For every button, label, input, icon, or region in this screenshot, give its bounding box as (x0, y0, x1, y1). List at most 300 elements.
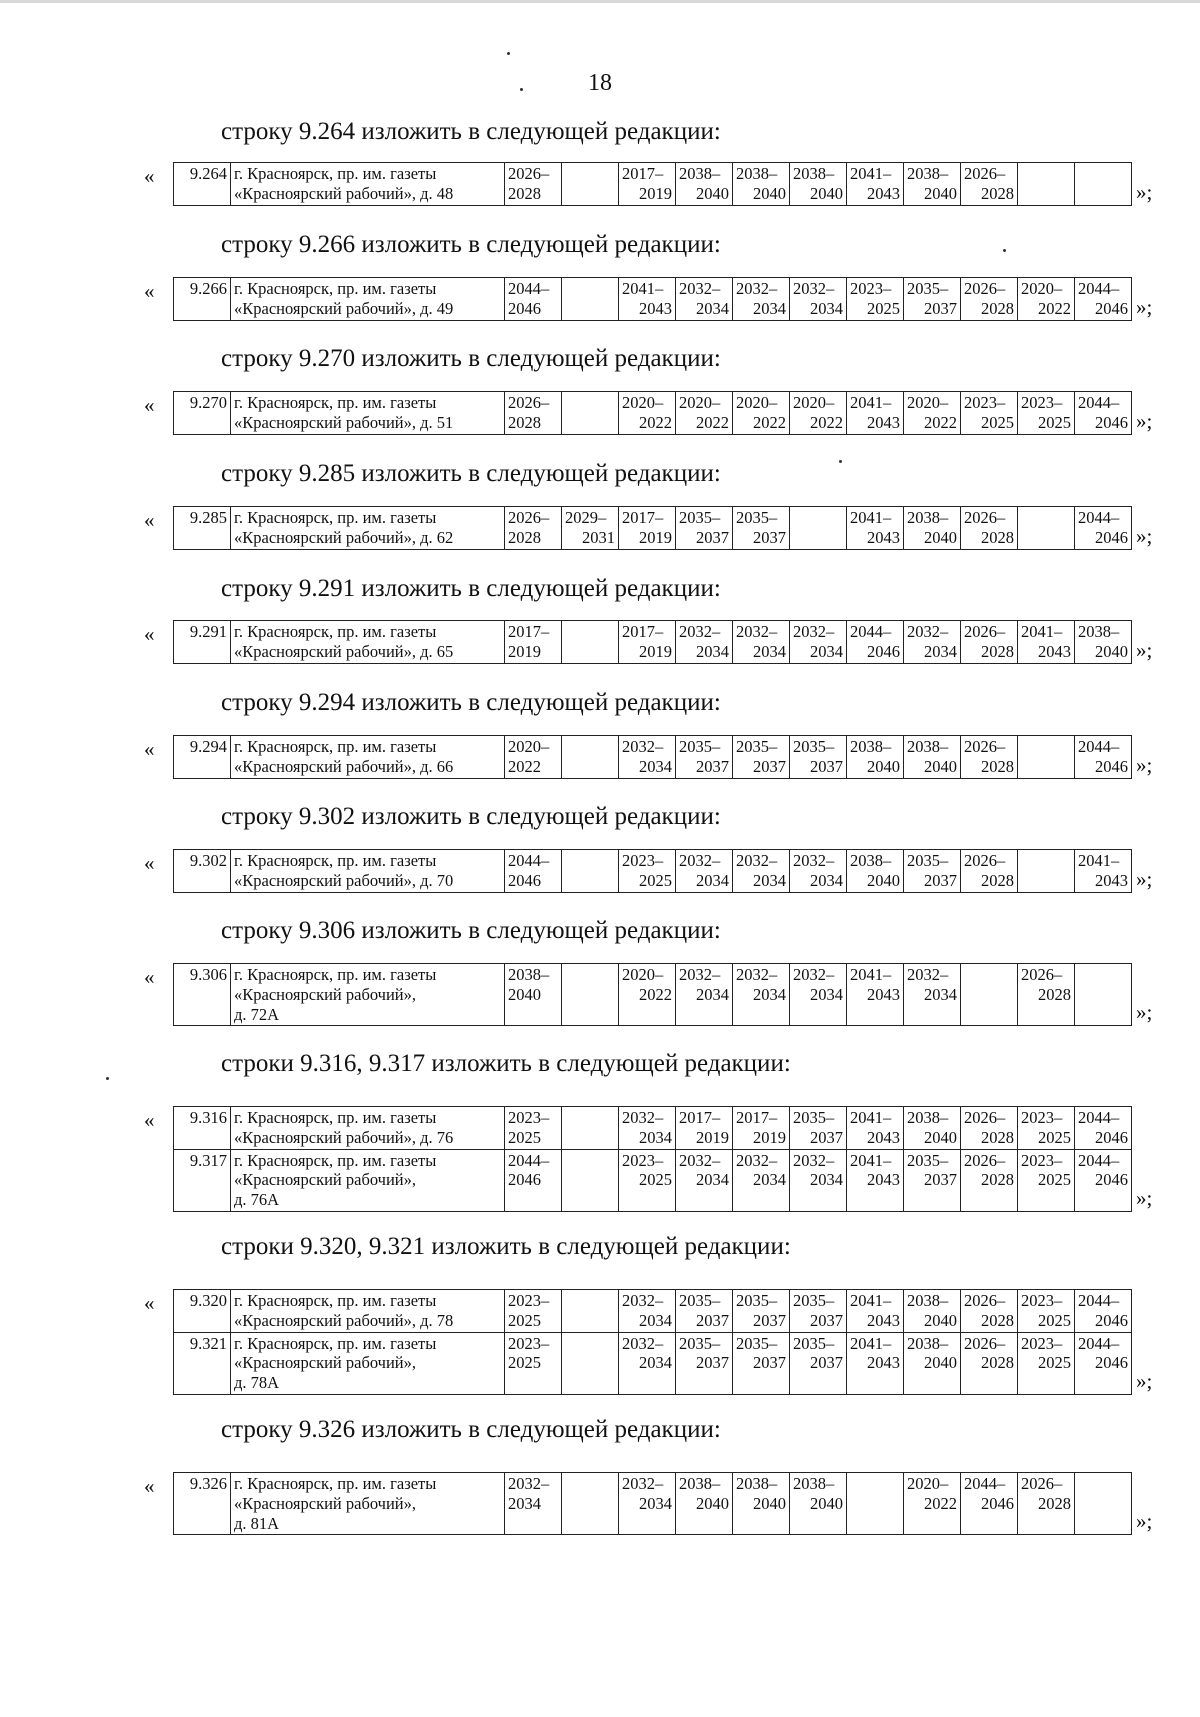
period-cell (676, 278, 733, 321)
period-text: 2037 (810, 1127, 843, 1147)
address-cell (231, 1473, 505, 1535)
address-cell (231, 507, 505, 550)
address-line: «Красноярский рабочий», (234, 1493, 417, 1513)
period-cell (1018, 1149, 1075, 1211)
amendment-table (173, 620, 1181, 664)
period-cell (790, 392, 847, 435)
period-text: 2046 (1095, 527, 1128, 547)
period-text: 2038– (793, 164, 835, 183)
period-cell (1075, 507, 1132, 550)
period-cell (562, 621, 619, 664)
period-cell (676, 621, 733, 664)
address-line: «Красноярский рабочий», д. 48 (234, 183, 454, 203)
period-cell (961, 278, 1018, 321)
period-cell (961, 1107, 1018, 1150)
scan-speck (520, 88, 523, 91)
period-text: 2023– (1021, 1150, 1063, 1170)
period-text: 2034 (696, 1170, 729, 1190)
period-text: 2026– (964, 737, 1006, 756)
period-text: 2032– (622, 1333, 664, 1353)
period-text: 2026– (508, 508, 550, 527)
period-cell (1075, 1290, 1132, 1333)
period-cell (1075, 392, 1132, 435)
period-text: 2017– (622, 622, 664, 641)
period-text: 2025 (508, 1310, 541, 1330)
period-cell (904, 1332, 961, 1394)
period-text: 2020– (736, 393, 778, 412)
period-cell (1018, 392, 1075, 435)
period-text: 2026– (964, 508, 1006, 527)
period-text: 2032– (679, 1150, 721, 1170)
row-number: 9.320 (174, 1290, 231, 1333)
period-cell (904, 964, 961, 1026)
row-number: 9.266 (174, 278, 231, 321)
period-text: 2028 (981, 1310, 1014, 1330)
period-cell (1075, 1107, 1132, 1150)
period-text: 2023– (1021, 393, 1063, 412)
period-text: 2037 (924, 298, 957, 318)
period-text: 2040 (924, 756, 957, 776)
row-number: 9.316 (174, 1107, 231, 1150)
period-text: 2026– (1021, 1474, 1063, 1493)
address-cell (231, 1290, 505, 1333)
period-cell (847, 1473, 904, 1535)
period-text: 2020– (508, 737, 550, 756)
period-text: 2041– (850, 393, 892, 412)
period-text: 2038– (679, 164, 721, 183)
period-text: 2041– (1078, 851, 1120, 870)
period-text: 2017– (622, 164, 664, 183)
period-cell (904, 621, 961, 664)
period-text: 2035– (736, 1291, 778, 1310)
amendment-table (173, 735, 1181, 779)
period-cell (619, 1473, 676, 1535)
address-line: г. Красноярск, пр. им. газеты (234, 508, 437, 527)
opening-quote: « (144, 737, 155, 761)
amendment-heading: строку 9.294 изложить в следующей редакции: (221, 689, 721, 716)
period-cell (790, 1107, 847, 1150)
period-text: 2041– (850, 1108, 892, 1127)
period-text: 2038– (736, 1474, 778, 1493)
period-text: 2044– (850, 622, 892, 641)
period-text: 2035– (679, 1333, 721, 1353)
period-text: 2017– (622, 508, 664, 527)
closing-quote: »; (1136, 294, 1153, 319)
period-text: 2043 (867, 183, 900, 203)
period-text: 2043 (1095, 870, 1128, 890)
period-text: 2026– (1021, 965, 1063, 984)
table-row (174, 621, 1181, 664)
period-text: 2037 (753, 756, 786, 776)
period-cell (505, 736, 562, 779)
opening-quote: « (144, 965, 155, 989)
period-cell (904, 850, 961, 893)
opening-quote: « (144, 622, 155, 646)
period-text: 2020– (679, 393, 721, 412)
period-text: 2025 (981, 412, 1014, 432)
period-cell (676, 507, 733, 550)
address-cell (231, 392, 505, 435)
address-line: д. 81А (234, 1513, 280, 1533)
amendment-table (173, 162, 1181, 206)
period-cell (790, 1473, 847, 1535)
closing-quote: »; (1136, 752, 1153, 777)
page-number: 18 (588, 70, 612, 96)
period-cell (1018, 1473, 1075, 1535)
period-text: 2034 (639, 1353, 672, 1373)
period-cell (619, 1290, 676, 1333)
period-text: 2041– (850, 1333, 892, 1353)
period-text: 2020– (907, 393, 949, 412)
amendment-table (173, 1289, 1181, 1395)
period-text: 2041– (1021, 622, 1063, 641)
period-cell (961, 736, 1018, 779)
period-cell (847, 163, 904, 206)
period-text: 2046 (1095, 756, 1128, 776)
address-line: «Красноярский рабочий», (234, 1170, 417, 1190)
table-row (174, 278, 1181, 321)
period-text: 2034 (753, 870, 786, 890)
period-cell (562, 1473, 619, 1535)
period-cell (733, 1290, 790, 1333)
address-line: д. 78А (234, 1373, 280, 1393)
period-cell (733, 278, 790, 321)
address-cell (231, 850, 505, 893)
period-cell (676, 736, 733, 779)
period-text: 2040 (867, 756, 900, 776)
period-cell (961, 507, 1018, 550)
period-cell (1075, 621, 1132, 664)
period-cell (676, 1473, 733, 1535)
period-text: 2026– (964, 622, 1006, 641)
period-text: 2046 (1095, 1310, 1128, 1330)
period-cell (733, 964, 790, 1026)
amendment-heading: строку 9.326 изложить в следующей редакции: (221, 1416, 721, 1443)
period-text: 2034 (639, 1493, 672, 1513)
period-text: 2035– (679, 737, 721, 756)
period-text: 2026– (964, 164, 1006, 183)
period-cell (562, 850, 619, 893)
closing-quote: »; (1136, 408, 1153, 433)
period-text: 2032– (622, 1291, 664, 1310)
address-line: г. Красноярск, пр. им. газеты (234, 1333, 437, 1353)
period-text: 2040 (508, 984, 541, 1004)
period-cell (790, 278, 847, 321)
period-text: 2035– (793, 737, 835, 756)
period-cell (904, 1290, 961, 1333)
period-text: 2028 (508, 183, 541, 203)
address-line: «Красноярский рабочий», д. 51 (234, 412, 454, 432)
period-cell (733, 850, 790, 893)
period-cell (904, 278, 961, 321)
period-cell (790, 1290, 847, 1333)
period-text: 2040 (924, 1353, 957, 1373)
period-text: 2040 (924, 1310, 957, 1330)
period-cell (1075, 278, 1132, 321)
period-text: 2037 (696, 1353, 729, 1373)
period-text: 2017– (679, 1108, 721, 1127)
table-row (174, 1149, 1181, 1211)
period-text: 2028 (981, 527, 1014, 547)
period-cell (619, 964, 676, 1026)
period-text: 2035– (907, 1150, 949, 1170)
period-cell (961, 163, 1018, 206)
period-cell (619, 736, 676, 779)
address-line: г. Красноярск, пр. им. газеты (234, 622, 437, 641)
period-text: 2044– (1078, 1333, 1120, 1353)
row-number: 9.306 (174, 964, 231, 1026)
closing-quote: »; (1136, 1000, 1153, 1025)
period-text: 2022 (753, 412, 786, 432)
amendment-heading: строку 9.291 изложить в следующей редакции: (221, 575, 721, 602)
period-text: 2038– (508, 965, 550, 984)
period-text: 2028 (1038, 984, 1071, 1004)
period-text: 2019 (696, 1127, 729, 1147)
period-text: 2043 (1038, 641, 1071, 661)
period-cell (505, 1149, 562, 1211)
period-cell (676, 964, 733, 1026)
period-cell (1018, 621, 1075, 664)
scan-speck (1003, 249, 1006, 252)
address-line: «Красноярский рабочий», д. 62 (234, 527, 454, 547)
row-number: 9.291 (174, 621, 231, 664)
period-text: 2026– (964, 1291, 1006, 1310)
period-text: 2034 (753, 984, 786, 1004)
period-cell (790, 621, 847, 664)
period-text: 2028 (981, 756, 1014, 776)
period-cell (847, 736, 904, 779)
period-text: 2032– (793, 279, 835, 298)
period-cell (562, 1290, 619, 1333)
period-text: 2026– (508, 164, 550, 183)
period-cell (733, 392, 790, 435)
period-text: 2041– (850, 1291, 892, 1310)
period-text: 2028 (981, 1353, 1014, 1373)
period-text: 2038– (907, 1108, 949, 1127)
period-text: 2034 (810, 1170, 843, 1190)
amendment-heading: строку 9.266 изложить в следующей редакции: (221, 231, 721, 258)
period-text: 2046 (1095, 1353, 1128, 1373)
period-cell (733, 1332, 790, 1394)
period-text: 2044– (1078, 1150, 1120, 1170)
period-text: 2020– (622, 965, 664, 984)
period-text: 2034 (924, 641, 957, 661)
period-cell (904, 392, 961, 435)
period-cell (1018, 736, 1075, 779)
period-cell (1018, 1290, 1075, 1333)
period-text: 2035– (793, 1291, 835, 1310)
period-text: 2032– (736, 1150, 778, 1170)
period-text: 2034 (696, 298, 729, 318)
period-text: 2037 (753, 1353, 786, 1373)
period-text: 2038– (850, 737, 892, 756)
period-text: 2040 (810, 183, 843, 203)
period-text: 2032– (793, 1150, 835, 1170)
period-cell (1075, 163, 1132, 206)
period-cell (1018, 1332, 1075, 1394)
table-row (174, 1290, 1181, 1333)
period-text: 2031 (582, 527, 615, 547)
period-text: 2034 (696, 984, 729, 1004)
period-text: 2046 (508, 1170, 541, 1190)
period-cell (562, 392, 619, 435)
period-cell (1075, 736, 1132, 779)
period-text: 2046 (508, 298, 541, 318)
period-text: 2032– (793, 622, 835, 641)
period-text: 2038– (1078, 622, 1120, 641)
period-cell (904, 736, 961, 779)
period-cell (619, 1107, 676, 1150)
period-text: 2041– (850, 164, 892, 183)
period-text: 2038– (907, 737, 949, 756)
period-text: 2029– (565, 508, 607, 527)
period-text: 2035– (679, 508, 721, 527)
period-text: 2041– (622, 279, 664, 298)
row-number: 9.321 (174, 1332, 231, 1394)
period-text: 2040 (867, 870, 900, 890)
address-line: г. Красноярск, пр. им. газеты (234, 164, 437, 183)
period-text: 2022 (924, 412, 957, 432)
period-cell (676, 163, 733, 206)
period-cell (847, 507, 904, 550)
address-line: «Красноярский рабочий», (234, 984, 417, 1004)
period-text: 2043 (867, 527, 900, 547)
period-text: 2022 (810, 412, 843, 432)
period-text: 2025 (1038, 1310, 1071, 1330)
period-text: 2034 (810, 870, 843, 890)
period-cell (505, 1107, 562, 1150)
period-cell (847, 278, 904, 321)
period-cell (904, 1149, 961, 1211)
period-text: 2022 (639, 412, 672, 432)
period-text: 2028 (981, 1127, 1014, 1147)
period-cell (1075, 1149, 1132, 1211)
amendment-table (173, 506, 1181, 550)
table-row (174, 1107, 1181, 1150)
period-cell (904, 1107, 961, 1150)
period-text: 2023– (964, 393, 1006, 412)
address-cell (231, 621, 505, 664)
period-cell (790, 736, 847, 779)
period-text: 2046 (1095, 1127, 1128, 1147)
period-text: 2037 (924, 870, 957, 890)
period-cell (1075, 850, 1132, 893)
period-text: 2046 (1095, 412, 1128, 432)
row-number: 9.317 (174, 1149, 231, 1211)
period-cell (619, 850, 676, 893)
period-cell (961, 1473, 1018, 1535)
period-text: 2032– (622, 1474, 664, 1493)
period-cell (505, 1290, 562, 1333)
period-text: 2026– (964, 279, 1006, 298)
address-line: «Красноярский рабочий», д. 66 (234, 756, 454, 776)
period-text: 2040 (924, 183, 957, 203)
period-cell (619, 278, 676, 321)
period-text: 2041– (850, 1150, 892, 1170)
period-text: 2046 (981, 1493, 1014, 1513)
period-text: 2043 (867, 1310, 900, 1330)
opening-quote: « (144, 1108, 155, 1132)
period-cell (1018, 507, 1075, 550)
period-text: 2040 (753, 1493, 786, 1513)
address-line: «Красноярский рабочий», д. 65 (234, 641, 454, 661)
period-cell (904, 1473, 961, 1535)
period-cell (961, 1332, 1018, 1394)
period-text: 2034 (810, 984, 843, 1004)
table-row (174, 850, 1181, 893)
address-line: «Красноярский рабочий», д. 78 (234, 1310, 454, 1330)
period-cell (505, 1332, 562, 1394)
period-text: 2035– (679, 1291, 721, 1310)
period-text: 2046 (1095, 298, 1128, 318)
period-text: 2035– (907, 279, 949, 298)
period-text: 2035– (736, 737, 778, 756)
period-text: 2020– (793, 393, 835, 412)
period-text: 2038– (793, 1474, 835, 1493)
opening-quote: « (144, 508, 155, 532)
period-cell (505, 850, 562, 893)
address-cell (231, 1332, 505, 1394)
amendment-table (173, 391, 1181, 435)
period-cell (1018, 1107, 1075, 1150)
period-text: 2043 (867, 1170, 900, 1190)
period-text: 2044– (1078, 393, 1120, 412)
address-cell (231, 1107, 505, 1150)
row-number: 9.270 (174, 392, 231, 435)
period-cell (562, 964, 619, 1026)
period-text: 2034 (753, 1170, 786, 1190)
period-text: 2038– (907, 164, 949, 183)
period-cell (847, 392, 904, 435)
period-text: 2022 (1038, 298, 1071, 318)
period-text: 2028 (981, 870, 1014, 890)
row-number: 9.285 (174, 507, 231, 550)
amendment-heading: строки 9.316, 9.317 изложить в следующей редакции: (221, 1050, 791, 1077)
period-cell (676, 1149, 733, 1211)
period-text: 2028 (1038, 1493, 1071, 1513)
period-text: 2023– (622, 851, 664, 870)
period-text: 2026– (964, 1108, 1006, 1127)
period-cell (904, 163, 961, 206)
address-cell (231, 736, 505, 779)
period-cell (733, 507, 790, 550)
period-cell (1018, 850, 1075, 893)
period-text: 2032– (736, 279, 778, 298)
period-text: 2035– (793, 1108, 835, 1127)
period-cell (562, 736, 619, 779)
period-cell (847, 850, 904, 893)
period-text: 2044– (508, 279, 550, 298)
period-cell (904, 507, 961, 550)
period-cell (961, 621, 1018, 664)
amendment-heading: строку 9.264 изложить в следующей редакции: (221, 118, 721, 145)
period-text: 2034 (753, 298, 786, 318)
period-cell (847, 964, 904, 1026)
period-cell (733, 1473, 790, 1535)
period-cell (505, 392, 562, 435)
scan-speck (106, 1077, 109, 1080)
period-text: 2023– (508, 1333, 550, 1353)
period-text: 2037 (810, 1353, 843, 1373)
period-text: 2044– (508, 851, 550, 870)
scan-speck (507, 52, 510, 55)
period-text: 2026– (508, 393, 550, 412)
period-cell (619, 163, 676, 206)
period-text: 2022 (924, 1493, 957, 1513)
period-text: 2037 (753, 527, 786, 547)
table-row (174, 163, 1181, 206)
period-text: 2038– (907, 1291, 949, 1310)
